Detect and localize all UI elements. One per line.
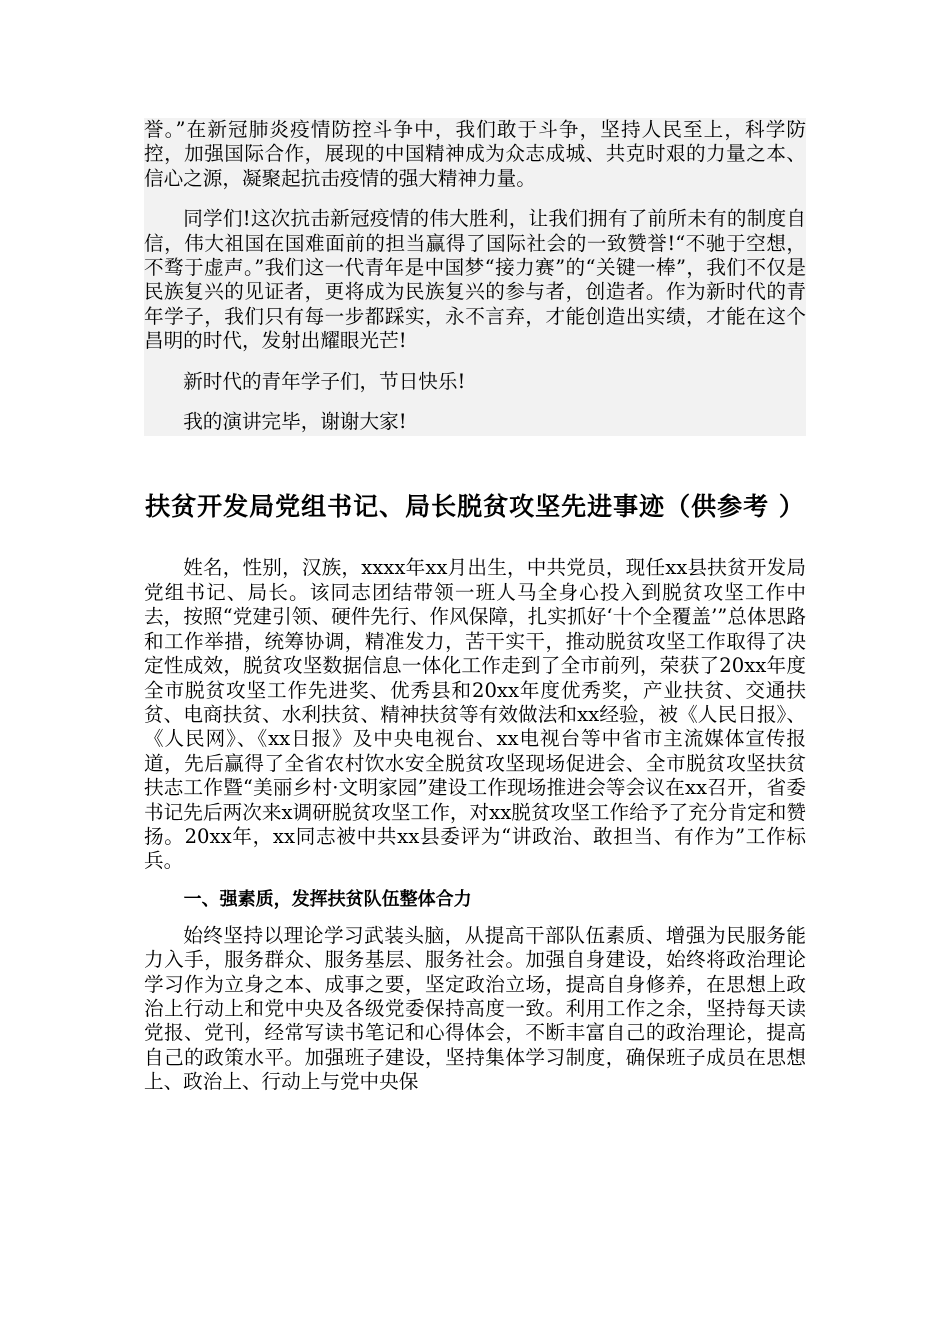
previous-speech-section <box>144 118 806 436</box>
document-page <box>144 118 806 1095</box>
section-body-paragraph: 始终坚持以理论学习武装头脑，从提高干部队伍素质、增强为民服务能力入手，服务群众、服务基层、服务社会。加强自身建设，始终将政治理论学习作为立身之本、成事之要，坚定政治立场，提高自身修养，在思想上政治上行动上和党中央及各级党委保持高度一致。利用工作之余，坚持每天读党报、党刊，经常写读书笔记和心得体会，不断丰富自己的政治理论，提高自己的政策水平。加强班子建设，坚持集体学习制度，确保班子成员在思想上、政治上、行动上与党中央保 <box>144 923 806 1094</box>
article-title: 扶贫开发局党组书记、局长脱贫攻坚先进事迹（供参考 ） <box>145 492 805 522</box>
article-intro-paragraph: 姓名，性别，汉族，xxxx年xx月出生，中共党员，现任xx县扶贫开发局党组书记、局长。该同志团结带领一班人马全身心投入到脱贫攻坚工作中去，按照“党建引领、硬件先行、作风保障，扎实抓好‘十个全覆盖’”总体思路和工作举措，统筹协调，精准发力，苦干实干，推动脱贫攻坚工作取得了决定性成效，脱贫攻坚数据信息一体化工作走到了全市前列，荣获了20xx年度全市脱贫攻坚工作先进奖、优秀县和20xx年度优秀奖，产业扶贫、交通扶贫、电商扶贫、水利扶贫、精神扶贫等有效做法和xx经验，被《人民日报》、《人民网》、《xx日报》及中央电视台、xx电视台等中省市主流媒体宣传报道，先后赢得了全省农村饮水安全脱贫攻坚现场促进会、全市脱贫攻坚扶贫扶志工作暨“美丽乡村·文明家园”建设工作现场推进会等会议在xx召开，省委书记先后两次来x调研脱贫攻坚工作，对xx脱贫攻坚工作给予了充分肯定和赞扬。20xx年，xx同志被中共xx县委评为“讲政治、敢担当、有作为”工作标兵。 <box>144 556 806 873</box>
speech-paragraph: 新时代的青年学子们，节日快乐! <box>183 369 466 393</box>
speech-paragraph: 誉。”在新冠肺炎疫情防控斗争中，我们敢于斗争，坚持人民至上，科学防控，加强国际合作，展现的中国精神成为众志成城、共克时艰的力量之本、信心之源，凝聚起抗击疫情的强大精神力量。 <box>144 118 806 190</box>
section-heading: 一、强素质，发挥扶贫队伍整体合力 <box>183 888 472 910</box>
speech-paragraph: 我的演讲完毕，谢谢大家! <box>183 410 407 434</box>
speech-paragraph: 同学们!这次抗击新冠疫情的伟大胜利，让我们拥有了前所未有的制度自信，伟大祖国在国难面前的担当赢得了国际社会的一致赞誉!“不驰于空想，不骛于虚声。”我们这一代青年是中国梦“接力赛”的“关键一棒”，我们不仅是民族复兴的见证者，更将成为民族复兴的参与者，创造者。作为新时代的青年学子，我们只有每一步都踩实，永不言弃，才能创造出实绩，才能在这个昌明的时代，发射出耀眼光芒! <box>144 207 806 353</box>
